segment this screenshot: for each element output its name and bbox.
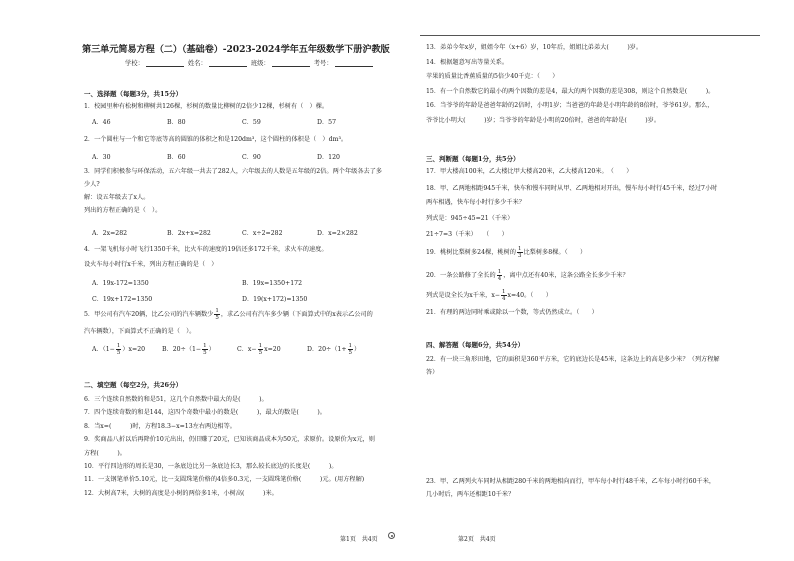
section-choice-title: 一、选择题（每题3分，共15分） — [84, 90, 183, 98]
question-14-cont: 苹果的质量比香蕉质量的5倍少40千克：（ ） — [426, 73, 559, 80]
question-16: 16．当爷爷的年龄是爸爸年龄的2倍时，小明1岁；当爸爸的年龄是小明年龄的8倍时，爷爷61岁。那么， — [426, 102, 714, 109]
option-c[interactable]: C．90 — [242, 154, 261, 161]
question-23 — [426, 475, 715, 501]
question-5-line-2: 汽车辆数），下面算式不正确的是（ ）。 — [84, 328, 196, 335]
question-22-line-2: 答） — [426, 369, 439, 376]
question-1: 1．校园里种有松树和柳树共126棵，杉树的数量比柳树的2倍少12棵，杉树有（ ）棵。 — [84, 103, 329, 110]
question-3-line-2: 少人? — [84, 181, 100, 188]
fraction: $\frac{1}{5}$ — [215, 308, 219, 321]
question-9: 9．奖商品八折以后再降价10元出出，仍旧赚了20元，已知该商品成本为50元，求原价。设原价为x元，则 — [84, 436, 375, 444]
option-c[interactable]: C．x− $\frac{1}{5}$ x=20 — [237, 343, 281, 356]
page-right — [400, 0, 794, 561]
option-d[interactable]: D．120 — [317, 154, 340, 161]
question-4-line-1: 4．一架飞机每小时飞行1350千米，比火车的速度的19倍还多172千米，求火车的速度。 — [84, 246, 328, 253]
page-number-left: 第1页 共4页 — [340, 536, 378, 543]
question-22 — [426, 353, 720, 379]
question-11: 11．一支钢笔单价5.10元，比一支圆珠笔价格的4倍多0.3元，一支圆珠笔价格( )元。(用方程解) — [84, 476, 365, 484]
question-23-line-2: 几小时后，两车还相距10千米？ — [426, 491, 515, 498]
question-10: 10．平行四边形的周长是30，一条底边比另一条底边长3，那么较长底边的长度是( )。 — [84, 463, 338, 471]
question-3-line-3: 解：设五年级去了x人。 — [84, 194, 150, 201]
question-5-text-a: 5．甲公司有汽车20辆，比乙公司的汽车辆数少 — [84, 311, 214, 318]
question-15: 15．有一个自然数它的最小的两个因数的差是4，最大的两个因数的差是308，则这个自然数是( )。 — [426, 87, 715, 95]
option-d[interactable]: D．x=2×282 — [317, 230, 358, 237]
question-3-line-4: 列出的方程正确的是（ ）。 — [84, 207, 162, 214]
question-20-formula: 列式是设全长为x千米，x− $\frac{1}{4}$ x=40。（ ） — [426, 289, 552, 302]
fraction: $\frac{1}{4}$ — [502, 289, 506, 302]
question-22-line-1: 22．有一块三角形田地，它的面积是360平方米，它的底边长是45米，这条边上的高是多少米？（列方程解 — [426, 356, 720, 363]
option-b[interactable]: B．80 — [167, 119, 186, 126]
question-9-cont: 方程( )。 — [84, 449, 126, 457]
option-c[interactable]: C．59 — [242, 119, 261, 126]
fill-questions-right — [426, 41, 714, 128]
question-8: 8．当x=( )时，方程18.3−x=13左右两边相等。 — [84, 422, 236, 430]
question-18-line-3: 列式是：945÷45=21（千米） — [426, 215, 514, 222]
exam-no-label: 考号： — [313, 60, 333, 67]
question-17: 17．甲大楼高100米，乙大楼比甲大楼高20米，乙大楼高120米。 （ ） — [426, 168, 633, 175]
question-13: 13．弟弟今年x岁，姐姐今年（x+6）岁，10年后，姐姐比弟弟大( )岁。 — [426, 44, 643, 51]
question-18 — [426, 182, 717, 242]
question-4-line-2: 设火车每小时行x千米，列出方程正确的是（ ） — [84, 261, 218, 268]
question-21: 21．有理的两边同时乘或除以一个数，等式仍然成立。（ ） — [426, 309, 598, 316]
exam-no-blank[interactable] — [335, 66, 373, 67]
option-a[interactable]: A．46 — [92, 119, 111, 126]
question-3-line-1: 3．同学们积极参与环保活动，五六年级一共去了282人，六年级去的人数是五年级的2倍。两个年级各去了多 — [84, 168, 383, 175]
option-c[interactable]: C．x÷2=282 — [242, 230, 283, 237]
question-5 — [84, 308, 373, 321]
name-blank[interactable] — [209, 66, 247, 67]
option-d[interactable]: D．19(x+172)=1350 — [242, 296, 308, 303]
school-label: 学校： — [125, 60, 144, 67]
page-title: 第三单元简易方程（二）（基础卷）-2023-2024学年五年级数学下册沪教版 — [82, 44, 390, 55]
option-c[interactable]: C．19x+172=1350 — [92, 296, 153, 303]
option-b[interactable]: B．2x+x=282 — [167, 230, 211, 237]
question-6: 6．三个连续自然数的和是51，这几个自然数中最大的是( )。 — [84, 396, 268, 403]
option-b[interactable]: B．19x=1350+172 — [242, 280, 303, 287]
option-a[interactable]: A．30 — [92, 154, 111, 161]
question-23-line-1: 23．甲、乙两列火车同时从相距280千米的两地相向而行，甲车每小时行48千米，乙车每小时行60千米， — [426, 478, 716, 485]
option-d[interactable]: D．20÷（1+ $\frac{1}{5}$ ） — [307, 343, 361, 356]
question-12: 12．大树高7米，大树的高度是小树的两倍多1米，小树高( )米。 — [84, 489, 278, 497]
question-20: 20．一条公路修了全长的 $\frac{1}{4}$ ，离中点还有40米，这条公路全长多少千米？ — [426, 269, 629, 282]
question-3 — [84, 167, 382, 215]
fraction: $\frac{1}{4}$ — [497, 269, 502, 282]
fraction: $\frac{1}{3}$ — [518, 246, 522, 259]
page-number-right: 第2页 共4页 — [458, 536, 496, 543]
option-b[interactable]: B．20÷（1− $\frac{1}{5}$ ） — [162, 343, 215, 356]
question-18-line-1: 18．甲、乙两地相距945千米，快车和慢车同时从甲、乙两地相对开出，慢车每小时行45千米，经过7小时 — [426, 185, 718, 192]
question-14: 14．根据题意写出等量关系。 — [426, 58, 509, 66]
question-19: 19．桃树比梨树多24棵，桃树的 $\frac{1}{3}$ 比梨树多8棵。（ ） — [426, 246, 587, 259]
binding-hole-icon — [388, 532, 395, 539]
class-blank[interactable] — [272, 66, 310, 67]
question-16-cont: 爷爷比小明大( )岁；当爷爷的年龄是小明的20倍时，爸爸的年龄是( )岁。 — [426, 116, 661, 124]
section-solve-title: 四、解答题（每题6分，共54分） — [426, 341, 525, 349]
name-label: 姓名： — [187, 60, 207, 67]
school-blank[interactable] — [146, 66, 184, 67]
question-18-line-2: 两车相遇，快车每小时行多少千米？ — [426, 199, 525, 206]
question-4 — [84, 245, 328, 269]
option-a[interactable]: A．（1− $\frac{1}{5}$ ）x=20 — [92, 343, 146, 356]
question-7: 7．四个连续奇数的和是144，这四个奇数中最小的数是( )，最大的数是( )。 — [84, 409, 326, 417]
question-18-line-4: 21÷7=3（千米） （ ） — [426, 231, 508, 238]
class-label: 班级： — [250, 60, 270, 67]
section-judge-title: 三、判断题（每题1分，共5分） — [426, 155, 520, 163]
option-d[interactable]: D．57 — [317, 119, 337, 126]
section-fill-title: 二、填空题（每空2分，共26分） — [84, 381, 183, 389]
student-info-line — [125, 58, 375, 67]
option-a[interactable]: A．19x-172=1350 — [92, 280, 149, 287]
fill-questions-left — [84, 393, 375, 500]
option-a[interactable]: A．2x=282 — [92, 230, 128, 237]
option-b[interactable]: B．60 — [167, 154, 186, 161]
question-2: 2．一个圆柱与一个和它等底等高的圆锥的体积之和是120dm³，这个圆柱的体积是（ ）dm³。 — [84, 136, 348, 143]
question-5-text-b: ，求乙公司有汽车多少辆（下面算式中的x表示乙公司的 — [220, 311, 373, 318]
